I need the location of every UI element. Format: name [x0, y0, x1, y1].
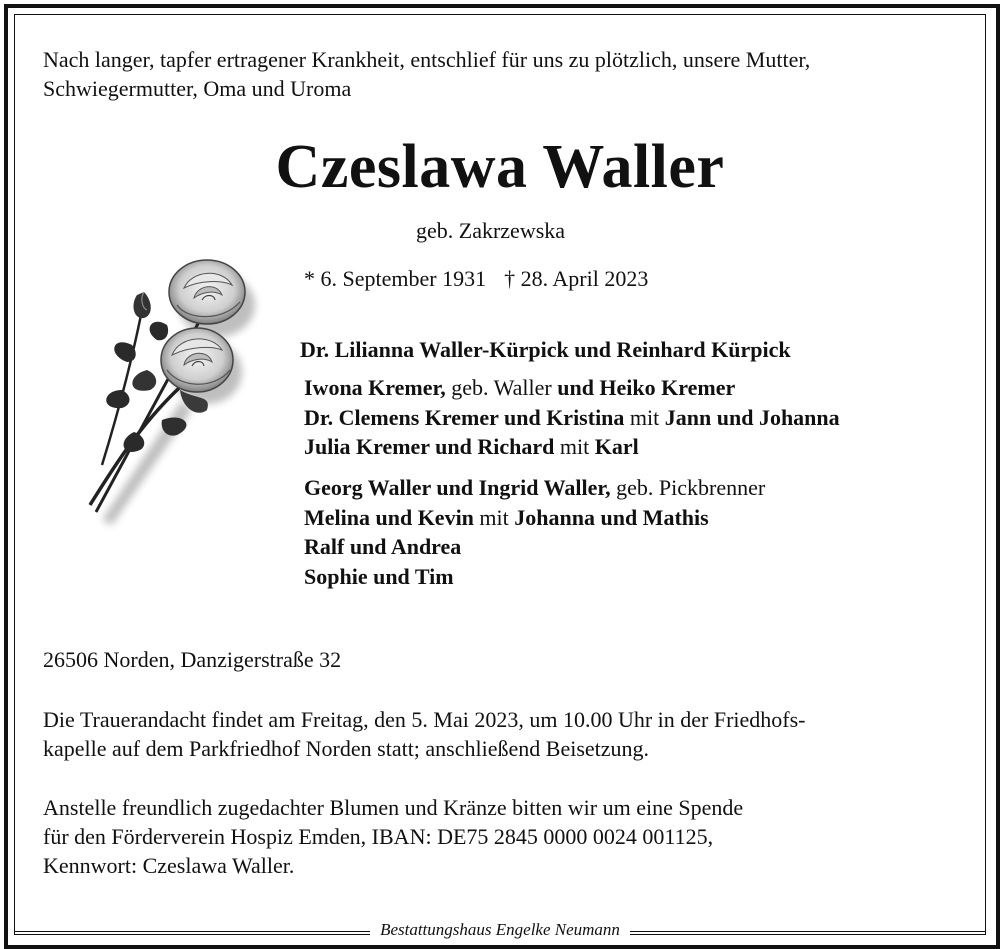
family-name: Karl — [594, 434, 639, 459]
family-connector: mit — [624, 404, 665, 430]
deceased-name: Czeslawa Waller — [275, 133, 725, 201]
family-group-2 — [304, 373, 840, 462]
family-line — [304, 373, 840, 403]
family-line — [304, 403, 840, 433]
family-name: Georg Waller und Ingrid Waller, — [304, 475, 611, 500]
donation-line-2: für den Förderverein Hospiz Emden, IBAN: DE75 2845 0000 0024 001125, — [43, 824, 714, 849]
family-group-1 — [300, 335, 791, 365]
donation-line-3: Kennwort: Czeslawa Waller. — [43, 853, 295, 878]
family-line — [300, 335, 791, 365]
family-connector: mit — [554, 434, 595, 459]
family-name: Sophie und Tim — [304, 563, 454, 589]
family-name: Melina und Kevin — [304, 504, 474, 530]
family-line — [304, 473, 765, 503]
family-line — [304, 503, 765, 533]
family-line — [304, 432, 840, 462]
family-connector: geb. Pickbrenner — [610, 475, 766, 500]
family-line — [304, 562, 765, 592]
intro-line-1: Nach langer, tapfer ertragener Krankheit, entschlief für uns zu plötzlich, unsere Mutter, — [43, 47, 811, 72]
donation-text — [43, 793, 743, 880]
family-line — [304, 532, 765, 562]
family-name: Julia Kremer und Richard — [304, 434, 555, 459]
life-dates — [304, 266, 648, 292]
family-name: Iwona Kremer, — [304, 375, 446, 400]
birth-date: * 6. September 1931 — [304, 266, 487, 291]
family-name: und Heiko Kremer — [557, 375, 736, 400]
family-name: Ralf und Andrea — [304, 534, 462, 559]
donation-line-1: Anstelle freundlich zugedachter Blumen und Kränze bitten wir um eine Spende — [43, 795, 744, 820]
family-name: Dr. Clemens Kremer und Kristina — [304, 404, 625, 430]
birth-name: geb. Zakrzewska — [416, 218, 566, 243]
intro-line-2: Schwiegermutter, Oma und Uroma — [43, 76, 352, 101]
family-connector: mit — [473, 504, 515, 530]
family-name: Johanna und Mathis — [514, 504, 709, 530]
family-name: Dr. Lilianna Waller-Kürpick und Reinhard Kürpick — [300, 337, 791, 362]
ceremony-text — [43, 705, 806, 763]
address: 26506 Norden, Danzigerstraße 32 — [43, 647, 342, 672]
funeral-home: Bestattungshaus Engelke Neumann — [370, 919, 630, 941]
family-name: Jann und Johanna — [664, 404, 840, 430]
ceremony-line-2: kapelle auf dem Parkfriedhof Norden statt; anschließend Beisetzung. — [43, 736, 650, 761]
rose-icon — [72, 250, 272, 540]
death-date: † 28. April 2023 — [504, 266, 649, 291]
family-group-3 — [304, 473, 765, 591]
intro-text — [43, 45, 810, 103]
family-connector: geb. Waller — [445, 375, 558, 400]
footer — [0, 919, 1000, 941]
ceremony-line-1: Die Trauerandacht findet am Freitag, den 5. Mai 2023, um 10.00 Uhr in der Friedhofs- — [43, 707, 806, 732]
